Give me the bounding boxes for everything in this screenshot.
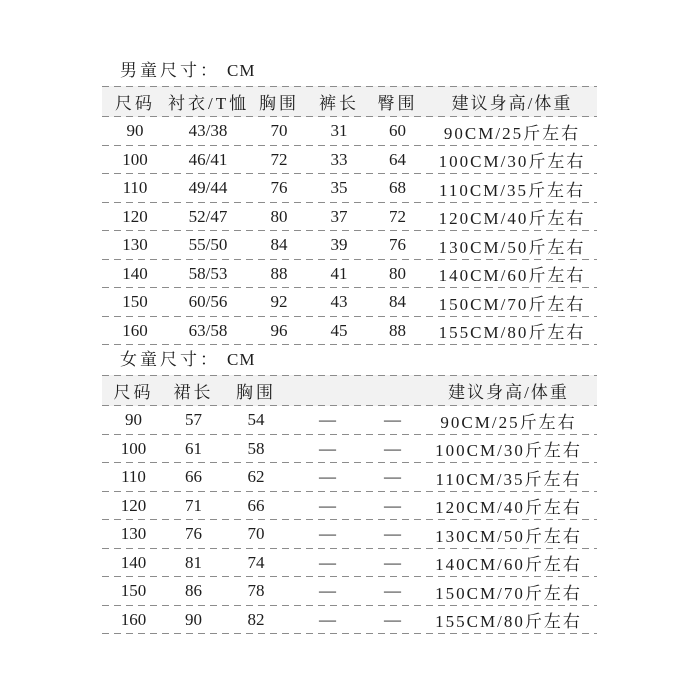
table-cell: 120CM/40斤左右: [438, 209, 586, 229]
girls-header-row: [102, 375, 597, 406]
table-row: [102, 203, 597, 232]
table-cell: —: [319, 581, 336, 601]
table-cell: 150CM/70斤左右: [435, 583, 582, 603]
table-cell: 41: [330, 263, 348, 283]
table-cell: 66: [185, 467, 202, 487]
table-row: [102, 577, 597, 606]
table-cell: 46/41: [188, 149, 228, 169]
table-cell: 120CM/40斤左右: [435, 498, 582, 518]
column-header-shirt: 衬衣/T恤: [168, 94, 250, 113]
table-cell: 90CM/25斤左右: [443, 123, 581, 143]
table-cell: —: [384, 495, 401, 515]
table-row: [102, 174, 597, 203]
girls-section-title: [102, 345, 597, 375]
table-row: [102, 146, 597, 175]
table-cell: 78: [247, 581, 265, 601]
boys-size-table: [102, 86, 597, 345]
table-cell: 76: [389, 235, 406, 255]
table-cell: 80: [270, 206, 288, 226]
girls-table-body: [102, 406, 597, 634]
table-cell: —: [319, 410, 336, 430]
table-cell: 72: [389, 206, 406, 226]
table-cell: 150CM/70斤左右: [438, 294, 586, 314]
table-cell: 140CM/60斤左右: [435, 555, 582, 575]
table-cell: 88: [270, 263, 288, 283]
table-cell: 130: [120, 524, 147, 544]
table-cell: 155CM/80斤左右: [435, 612, 582, 632]
column-header-skirt-length: 裙长: [173, 383, 214, 402]
table-cell: 58/53: [188, 263, 228, 283]
table-cell: 68: [389, 178, 406, 198]
table-cell: 37: [330, 206, 348, 226]
table-row: [102, 549, 597, 578]
table-cell: 49/44: [188, 178, 228, 198]
table-cell: 100CM/30斤左右: [438, 152, 586, 172]
table-cell: —: [319, 467, 336, 487]
table-cell: 63/58: [188, 320, 228, 340]
column-header-size: 尺码: [115, 94, 155, 113]
table-cell: 92: [270, 292, 288, 312]
table-row: [102, 606, 597, 635]
table-cell: 31: [330, 121, 348, 141]
table-row: [102, 435, 597, 464]
table-cell: —: [384, 552, 401, 572]
boys-size-section: [102, 56, 700, 345]
table-cell: 90: [126, 121, 144, 141]
table-cell: 130CM/50斤左右: [438, 237, 586, 257]
table-row: [102, 317, 597, 346]
table-cell: —: [319, 552, 336, 572]
table-cell: 82: [247, 609, 265, 629]
table-cell: 64: [389, 149, 406, 169]
table-cell: 90CM/25斤左右: [440, 412, 577, 432]
table-cell: 120: [120, 495, 147, 515]
table-cell: —: [384, 524, 401, 544]
table-row: [102, 463, 597, 492]
table-cell: —: [384, 581, 401, 601]
table-cell: 84: [270, 235, 288, 255]
table-cell: 76: [185, 524, 202, 544]
table-cell: —: [319, 609, 336, 629]
table-cell: 43/38: [188, 121, 228, 141]
table-cell: 110: [122, 178, 148, 198]
table-cell: 96: [270, 320, 288, 340]
table-row: [102, 231, 597, 260]
table-cell: 70: [247, 524, 265, 544]
table-cell: 62: [247, 467, 265, 487]
table-cell: 110CM/35斤左右: [438, 180, 586, 200]
boys-title-unit: CM: [227, 61, 256, 80]
table-cell: 57: [185, 410, 202, 430]
table-row: [102, 117, 597, 146]
table-row: [102, 520, 597, 549]
table-cell: 66: [247, 495, 265, 515]
table-cell: 90: [125, 410, 142, 430]
table-cell: 140: [122, 263, 148, 283]
table-cell: 39: [330, 235, 348, 255]
table-cell: 55/50: [188, 235, 228, 255]
table-cell: 140CM/60斤左右: [438, 266, 586, 286]
table-row: [102, 492, 597, 521]
boys-table-body: [102, 117, 597, 345]
table-cell: 86: [185, 581, 202, 601]
table-cell: 140: [120, 552, 147, 572]
table-cell: 33: [330, 149, 348, 169]
table-cell: 90: [185, 609, 202, 629]
table-cell: 110CM/35斤左右: [435, 469, 582, 489]
table-cell: 35: [330, 178, 348, 198]
girls-size-table: [102, 375, 597, 634]
table-cell: 130: [122, 235, 148, 255]
table-row: [102, 406, 597, 435]
table-cell: 70: [270, 121, 288, 141]
table-row: [102, 288, 597, 317]
table-cell: 100: [120, 438, 147, 458]
table-cell: 81: [185, 552, 202, 572]
column-header-recommend: 建议身高/体重: [451, 94, 573, 113]
table-cell: 155CM/80斤左右: [438, 323, 586, 343]
table-cell: —: [319, 524, 336, 544]
column-header-chest: 胸围: [236, 383, 276, 402]
table-cell: 100CM/30斤左右: [435, 441, 582, 461]
girls-size-section: [102, 345, 700, 634]
table-cell: —: [319, 495, 336, 515]
column-header-size: 尺码: [113, 383, 154, 402]
girls-title-unit: CM: [227, 350, 256, 369]
table-cell: 130CM/50斤左右: [435, 526, 582, 546]
table-cell: 52/47: [188, 206, 228, 226]
table-cell: 61: [185, 438, 202, 458]
table-cell: 80: [389, 263, 406, 283]
table-cell: 72: [270, 149, 288, 169]
table-cell: 120: [122, 206, 148, 226]
table-cell: 58: [247, 438, 265, 458]
boys-title-text: 男童尺寸：: [120, 61, 220, 80]
boys-section-title: [102, 56, 597, 86]
column-header-pants-length: 裤长: [319, 94, 359, 113]
table-cell: 60/56: [188, 292, 228, 312]
table-cell: 60: [389, 121, 406, 141]
table-cell: 150: [122, 292, 148, 312]
table-cell: —: [384, 438, 401, 458]
table-cell: 160: [120, 609, 147, 629]
table-cell: 74: [247, 552, 265, 572]
table-cell: 84: [389, 292, 406, 312]
table-cell: 100: [122, 149, 148, 169]
table-row: [102, 260, 597, 289]
table-cell: 71: [185, 495, 202, 515]
column-header-hip: 臀围: [377, 94, 418, 113]
table-cell: —: [384, 609, 401, 629]
table-cell: 43: [330, 292, 348, 312]
column-header-chest: 胸围: [259, 94, 299, 113]
table-cell: 76: [270, 178, 288, 198]
table-cell: —: [384, 467, 401, 487]
table-cell: —: [319, 438, 336, 458]
table-cell: 160: [122, 320, 148, 340]
column-header-recommend: 建议身高/体重: [448, 383, 569, 402]
table-cell: 45: [330, 320, 348, 340]
boys-header-row: [102, 86, 597, 117]
girls-title-text: 女童尺寸：: [120, 350, 220, 369]
table-cell: —: [384, 410, 401, 430]
table-cell: 110: [121, 467, 146, 487]
table-cell: 88: [389, 320, 406, 340]
table-cell: 150: [120, 581, 147, 601]
table-cell: 54: [247, 410, 265, 430]
